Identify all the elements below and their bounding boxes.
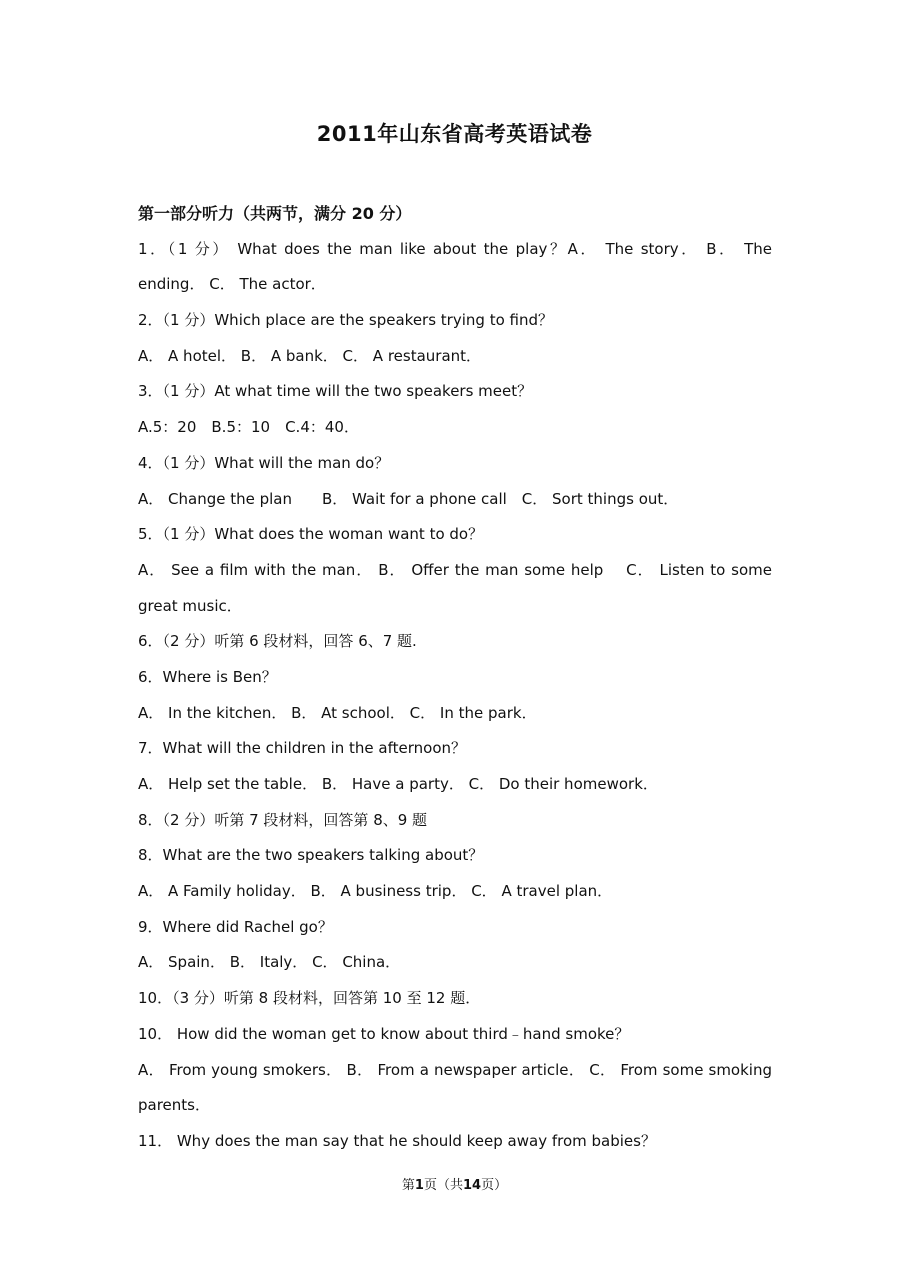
- document-title: 2011年山东省高考英语试卷: [316, 122, 593, 146]
- text-line: A． From young smokers． B． From a newspaper article． C． From some smoking: [138, 1060, 772, 1079]
- footer-total-pages: 14: [462, 1178, 482, 1193]
- page-footer: [0, 1174, 909, 1193]
- section-heading: 第一部分听力（共两节，满分 20 分）: [138, 204, 412, 223]
- text-line: A． Change the plan B． Wait for a phone call C． Sort things out．: [138, 489, 679, 508]
- text-line: 6．Where is Ben？: [138, 667, 277, 686]
- text-line: 6．（2 分）听第 6 段材料，回答 6、7 题.: [138, 632, 417, 651]
- footer-middle: 页（共: [423, 1178, 463, 1193]
- text-line: 4．（1 分）What will the man do？: [138, 453, 390, 472]
- text-line: 9．Where did Rachel go？: [138, 917, 333, 936]
- text-line: 8．（2 分）听第 7 段材料，回答第 8、9 题: [138, 810, 428, 829]
- text-line: 11． Why does the man say that he should keep away from babies？: [138, 1131, 656, 1150]
- text-line: A． Spain． B． Italy． C． China．: [138, 953, 401, 972]
- text-line: A． Help set the table． B． Have a party． C． Do their homework．: [138, 775, 658, 793]
- text-line: 3．（1 分）At what time will the two speakers meet？: [138, 382, 533, 401]
- text-line: A． In the kitchen． B． At school． C． In the park．: [138, 703, 537, 722]
- footer-page-number: 1: [414, 1178, 424, 1193]
- text-line: 2．（1 分）Which place are the speakers trying to find？: [138, 311, 553, 330]
- text-line: 1．（1 分） What does the man like about the play？A． The story． B． The: [138, 239, 772, 258]
- footer-prefix: 第: [401, 1178, 415, 1193]
- text-line: A． See a film with the man． B． Offer the man some help C． Listen to some: [138, 560, 772, 579]
- footer-suffix: 页）: [481, 1178, 508, 1193]
- text-line: A． A hotel． B． A bank． C． A restaurant．: [138, 346, 482, 365]
- document-body: [138, 196, 772, 1160]
- text-line: 5．（1 分）What does the woman want to do？: [138, 525, 484, 544]
- text-line: parents．: [138, 1096, 210, 1115]
- text-line: great music．: [138, 596, 242, 615]
- text-line: A． A Family holiday． B． A business trip． C． A travel plan．: [138, 882, 613, 901]
- text-line: ending． C． The actor．: [138, 275, 326, 294]
- text-line: 10．（3 分）听第 8 段材料，回答第 10 至 12 题．: [138, 989, 481, 1008]
- text-line: 10． How did the woman get to know about third﹣hand smoke？: [138, 1024, 630, 1043]
- text-line: 7．What will the children in the afternoon？: [138, 739, 467, 758]
- text-line: 8．What are the two speakers talking about？: [138, 846, 484, 865]
- text-line: A.5：20 B.5：10 C.4：40．: [138, 418, 359, 437]
